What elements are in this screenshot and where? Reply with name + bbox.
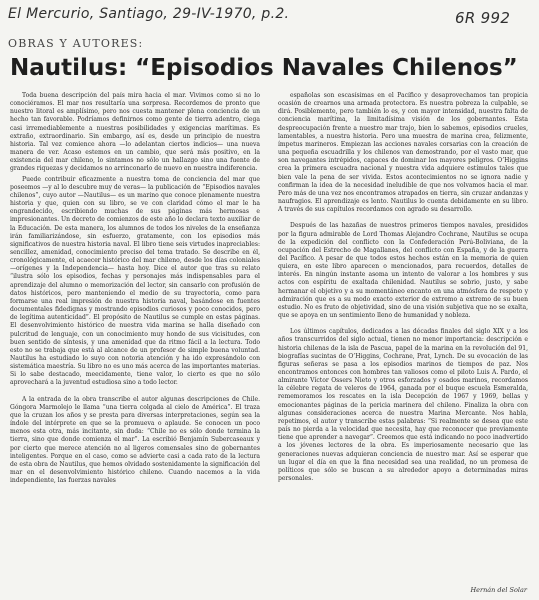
article-column-left — [10, 92, 260, 592]
article-paragraph: Toda buena descripción del país mira hacia el mar. Vivimos como si no lo conociéramos. El mar nos resultaría una sorpresa. Recordemos de pronto que nuestro litoral es amplísimo, pero nos cuesta mantener plena conciencia de un hecho tan favorable. Podríamos definirnos como gente de tierra adentro, ciega casi irremediablemente a nuestras posibilidades y exigencias marítimas. Es extraño, extraordinario. Sin embargo, así es, desde un principio de nuestra historia. Tal vez comience ahora —lo adelantan ciertos indicios— una nueva manera de ver. Acaso estemos en un cambio, que será más positivo, en la existencia del mar chileno, lo sintamos no sólo un hallazgo sino una fuente de grandes riquezas y decidamos no arrinconarlo de nuevo en nuestra indiferencia. — [10, 92, 260, 173]
article-paragraph: españolas son escasísimas en el Pacífico y desaprovechamos tan propicia ocasión de crearnos una armada protectora. Es nuestra pobreza la culpable, se dirá. Posiblemente, pero también lo es, y con mayor intensidad, nuestra falta de conciencia marítima, la limitadísima visión de los gobernantes. Esta despreocupación frente a nuestro mar trajo, bien lo sabemos, episodios crueles, lamentables, a nuestra historia. Pero una muestra de marina crea, felizmente, ímpetus marineros. Empiezan las acciones navales corsarias con la creación de una pequeña escuadrilla y los chilenos van demostrando, por el vasto mar, que son navegantes intrépidos, capaces de dominar los mayores peligros. O’Higgins crea la primera escuadra nacional y nuestra vida adquiere estímulos tales que bien vale la pena de ser vivida. Estos acontecimientos no se ignora nadie y confirman la idea de la necesidad ineludible de que nos volvamos hacia el mar. Pero más de una vez nos encontramos atrapados en tierra, sin cruzar andanzas y naufragios. El aprendizaje es lento. Nautilus lo cuenta debidamente en su libro. A través de sus capítulos recordamos con agrado su desarrollo. — [278, 92, 528, 214]
author-byline: Hernán del Solar — [470, 586, 527, 594]
article-column-right — [278, 92, 528, 592]
article-headline: Nautilus: “Episodios Navales Chilenos” — [10, 55, 518, 81]
article-paragraph: Los últimos capítulos, dedicados a las décadas finales del siglo XIX y a los años transcurridos del siglo actual, tienen no menor importancia: descripción e historia chilenas de la isla de Pascua, papel de la marina en la revolución del 91, biografías sucintas de O’Higgins, Cochrane, Prat, Lynch. De su evocación de las figuras señeras se pasa a los episodios marinos de tiempos de paz. Nos encontramos entonces con hombres tan valiosos como el piloto Luis A. Pardo, el almirante Víctor Ossers Nieto y otros esforzados y osados marinos, recordamos la célebre regata de veleros de 1964, ganada por el buque escuela Esmeralda, rememoramos los rescates en la isla Decepción de 1967 y 1969, bellas y emocionantes páginas de la pericia marinera del chileno. Finaliza la obra con algunas consideraciones acerca de nuestra Marina Mercante. Nos habla, repetimos, el autor y transcribe estas palabras: “Si realmente se desea que este país no pierda a la velocidad que necesita, hay que reconocer que previamente tiene que aprender a navegar”. Creemos que está indicando no poco inadvertido a los jóvenes lectores de la obra. Es imperiosamente necesario que las generaciones nuevas adquieran conciencia de nuestro mar. Así se esperar que un lugar el día en que la fina necesidad sea una realidad, no un promesa de políticos que sólo se buscan a su alrededor apoyo a determinadas miras personales. — [278, 328, 528, 483]
section-heading: OBRAS Y AUTORES: — [8, 37, 144, 50]
handwritten-archive-code: 6R 992 — [455, 9, 511, 27]
article-paragraph: A la entrada de la obra transcribe el autor algunas descripciones de Chile. Góngora Marmolejo le llama “una tierra colgada al cielo de América”. El traza que la cruzan los años y se presta para diversas interpretaciones, según sea la índole del intérprete en que se la promueva o aplaude. Se conocen un poco menos esta otra, más incitante, sin duda: “Chile no es sólo donde termina la tierra, sino que donde comienza el mar”. La escribió Benjamín Subercaseaux y por cierto que merece atención no al ligeros comensales sino de gobernantes inteligentes. Porque en el caso, como se advierte casi a cada rato de la lectura de esta obra de Nautilus, que hemos olvidado sostenidamente la significación del mar en el desenvolvimiento histórico chileno. Cuando nacemos a la vida independiente, las fuerzas navales — [10, 395, 260, 485]
article-paragraph: Puede contribuir eficazmente a nuestra toma de conciencia del mar que poseemos —y al lo descubre muy de veras— la publicación de “Episodios navales chilenos”, cuyo autor —Nautilus— es un marino que conoce plenamente nuestra historia y que, quien con su libro, se ve con claridad cómo el mar le ha engrandecido, escribiendo muchas de sus páginas más hermosas e impresionantes. Un decreto de comienzos de este año lo declara texto auxiliar de la Educación. De esta manera, los alumnos de todos los niveles de la enseñanza irán familiarizándose, sin esfuerzo, gratamente, con los episodios más significativos de nuestra historia naval. El libro tiene seis virtudes inapreciables: sencillez, amenidad, conocimiento preciso del tema tratado. Se describe en él, cronológicamente, el acaecer histórico del mar chileno, desde los días coloniales —orígenes y la Independencia— hasta hoy. Dice el autor que tras su relato “ilustra sólo los episodios, fechas y personajes más indispensables para el aprendizaje del alumno o memorización del lector, sin cansarlo con profusión de datos históricos, pero manteniendo el medio de su trayectoria, como para formarse una real impresión de nuestra historia naval, basándose en fuentes documentales fidedignas y mostrando episodios curiosos y poco conocidos, pero de legítima autenticidad”. El propósito de Nautilus se cumple en estas páginas. El desenvolvimiento histórico de nuestra vida marina se halla diseñado con pulcritud de lenguaje, con un conocimiento muy hondo de sus vicisitudes, con buen sentido de síntesis, y una amenidad que da ritmo fácil a la lectura. Todo esto no se trabaja que está al alcance de un profesor de simple buena voluntad. Nautilus ha estudiado lo suyo con notoria atención y ha ido expresándolo con sistemática maestría. Su libro no es uno más acerca de las importantes materias. Si lo sabe destacado, meecidamente, tiene valor, lo cierto es que no sólo aprovechará a la juventud estudiosa sino a todo lector. — [10, 175, 260, 387]
article-paragraph: Después de las hazañas de nuestros primeros tiempos navales, presididos por la figura admirable de Lord Thomas Alejandro Cochrane, Nautilus se ocupa de la expedición del conflicto con la Confederación Perú-Boliviana, de la ocupación del Estrecho de Magallanes, del conflicto con España, y de la guerra del Pacífico. A pesar de que todos estos hechos están en la memoria de quien quiera, en este libro aparecen o mencionados, para recuerdos, detalles de interés. En ningún instante asoma un intento de valorar a los hombres y sus actos con espíritu de exaltada chilenidad. Nautilus se sobrio, justo, y sabe hermanar el objetivo y a su momentáneo encanto en una atmósfera de respeto y admiración que es a su modo exacto exterior de extremo a extremo de su buen estudio. No es fruto de objetividad, sino de una visión subjetiva que no se exalta, que se apoya en un sentimiento lleno de humanidad y nobleza. — [278, 222, 528, 320]
handwritten-source-note: El Mercurio, Santiago, 29-IV-1970, p.2. — [8, 6, 290, 22]
